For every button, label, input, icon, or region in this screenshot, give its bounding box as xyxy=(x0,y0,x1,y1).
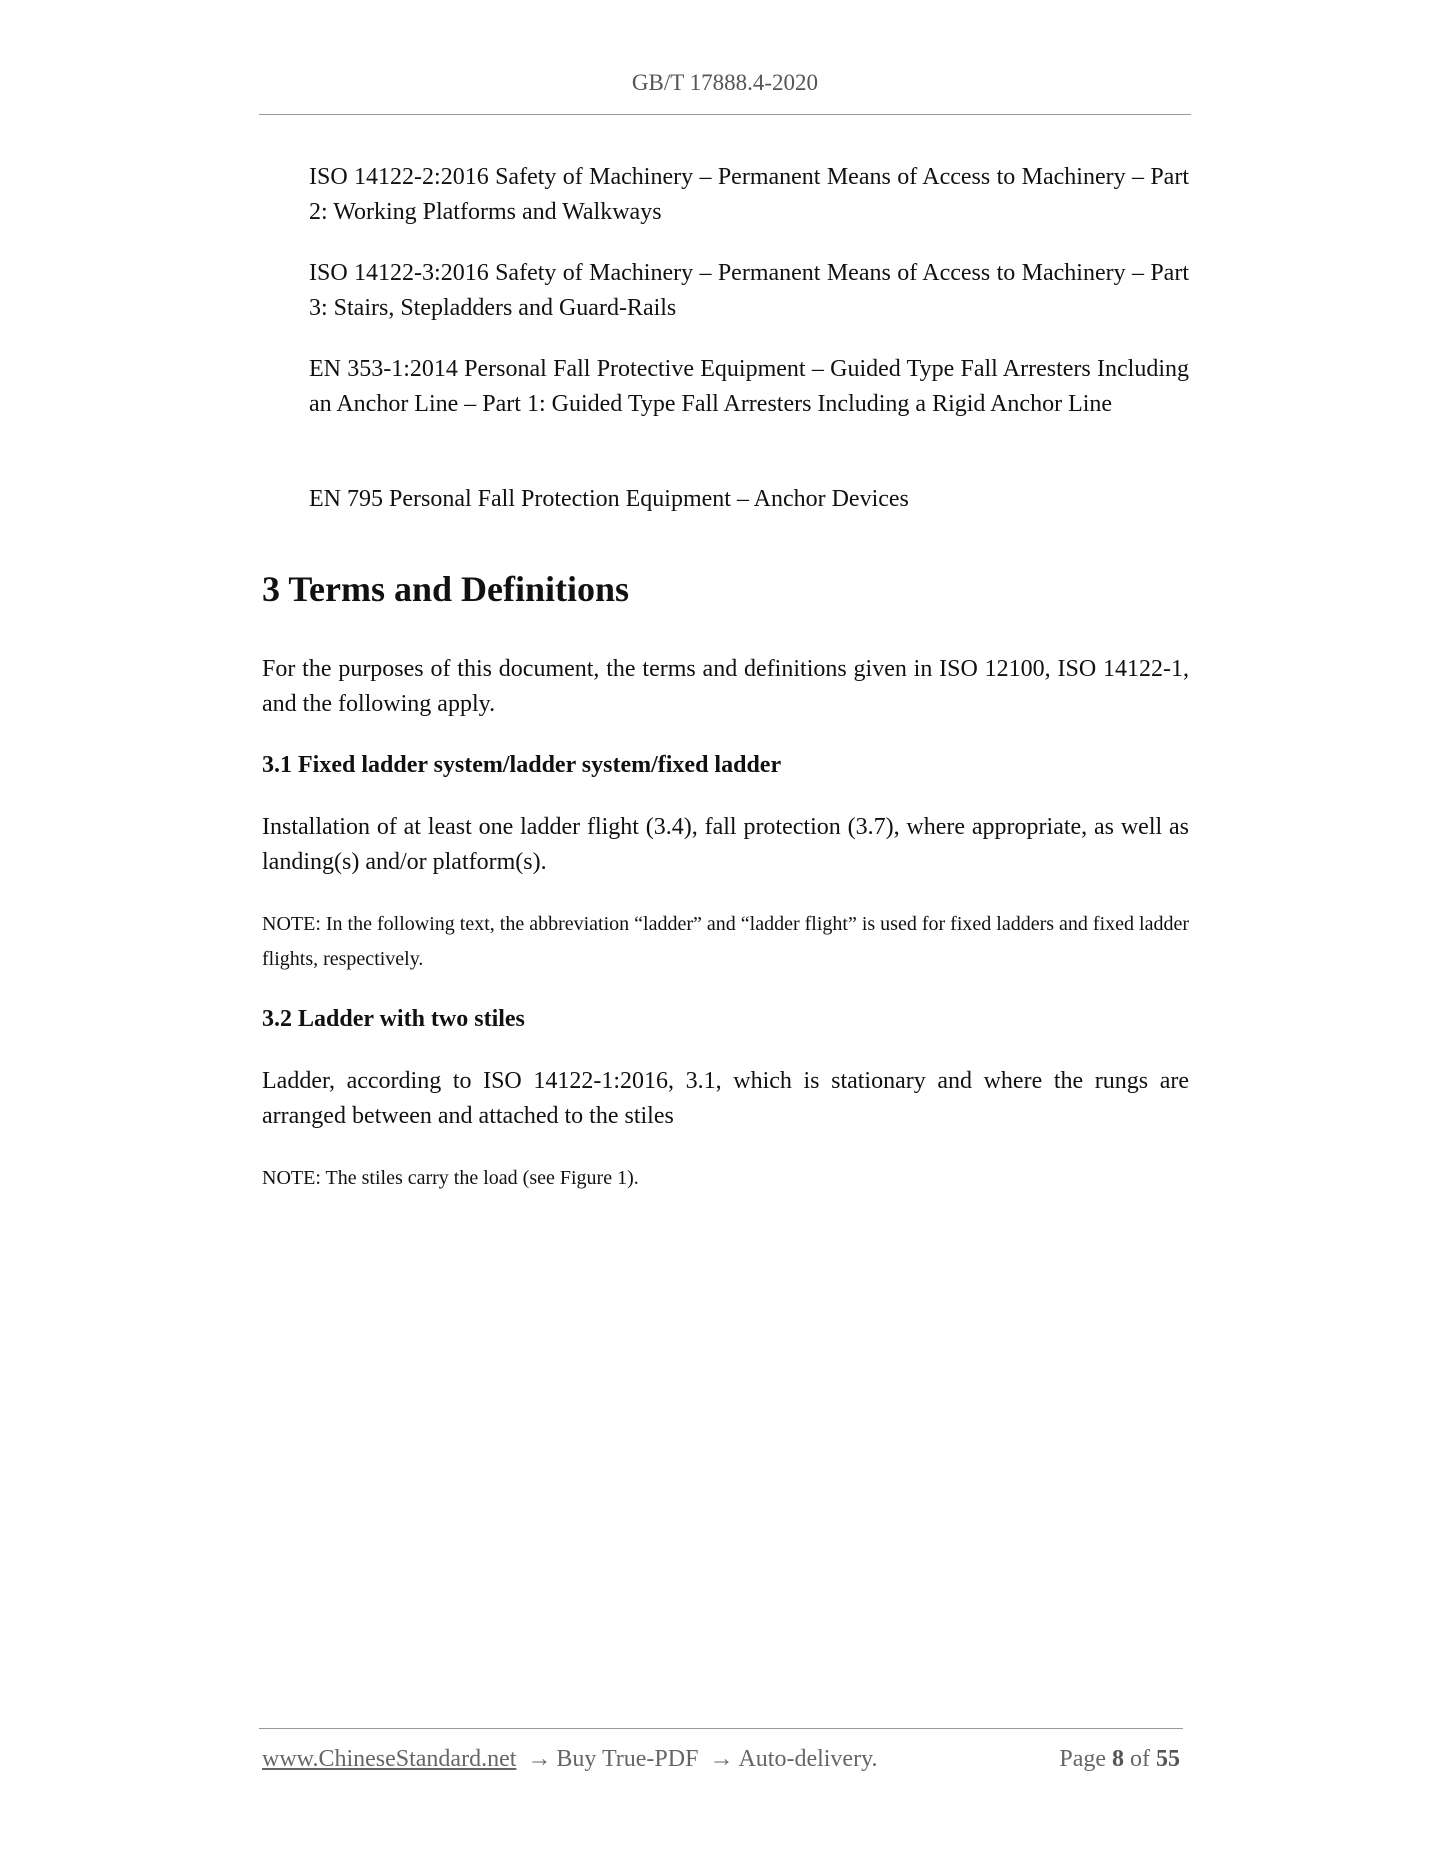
arrow-right-icon: → xyxy=(527,1746,552,1772)
page-header-title: GB/T 17888.4-2020 xyxy=(631,70,819,95)
term-3-2-note: NOTE: The stiles carry the load (see Figure 1). xyxy=(262,1167,639,1189)
footer-divider xyxy=(259,1728,1183,1729)
footer-promo xyxy=(262,1746,878,1773)
reference-iso-14122-2: ISO 14122-2:2016 Safety of Machinery – Permanent Means of Access to Machinery – Part 2: Working Platforms and Walkways xyxy=(309,164,1189,225)
page-label: Page xyxy=(1059,1746,1106,1772)
of-label: of xyxy=(1130,1746,1150,1772)
section-intro: For the purposes of this document, the terms and definitions given in ISO 12100, ISO 14122-1, and the following apply. xyxy=(262,656,1189,717)
total-pages: 55 xyxy=(1156,1746,1180,1772)
auto-delivery-text: Auto-delivery. xyxy=(738,1746,878,1772)
header-divider xyxy=(259,114,1191,115)
term-3-1-definition: Installation of at least one ladder flight (3.4), fall protection (3.7), where appropriate, as well as landing(s) and/or platform(s). xyxy=(262,814,1189,875)
term-3-1-note: NOTE: In the following text, the abbreviation “ladder” and “ladder flight” is used for fixed ladders and fixed ladder flights, respectively. xyxy=(262,913,1189,970)
buy-pdf-text: Buy True-PDF xyxy=(556,1746,699,1772)
page-counter xyxy=(1059,1746,1180,1773)
arrow-right-icon: → xyxy=(709,1746,734,1772)
current-page-number: 8 xyxy=(1112,1746,1124,1772)
reference-en-353-1: EN 353-1:2014 Personal Fall Protective Equipment – Guided Type Fall Arresters Including an Anchor Line – Part 1: Guided Type Fall Arresters Including a Rigid Anchor Line xyxy=(309,356,1189,417)
term-3-2-heading: 3.2 Ladder with two stiles xyxy=(262,1006,525,1032)
term-3-1-heading: 3.1 Fixed ladder system/ladder system/fixed ladder xyxy=(262,752,782,778)
term-3-2-definition: Ladder, according to ISO 14122-1:2016, 3.1, which is stationary and where the rungs are arranged between and attached to the stiles xyxy=(262,1068,1189,1129)
section-heading: 3 Terms and Definitions xyxy=(262,569,630,609)
website-link[interactable]: www.ChineseStandard.net xyxy=(262,1746,517,1772)
reference-iso-14122-3: ISO 14122-3:2016 Safety of Machinery – Permanent Means of Access to Machinery – Part 3: Stairs, Stepladders and Guard-Rails xyxy=(309,260,1189,321)
reference-en-795: EN 795 Personal Fall Protection Equipment – Anchor Devices xyxy=(309,486,909,512)
